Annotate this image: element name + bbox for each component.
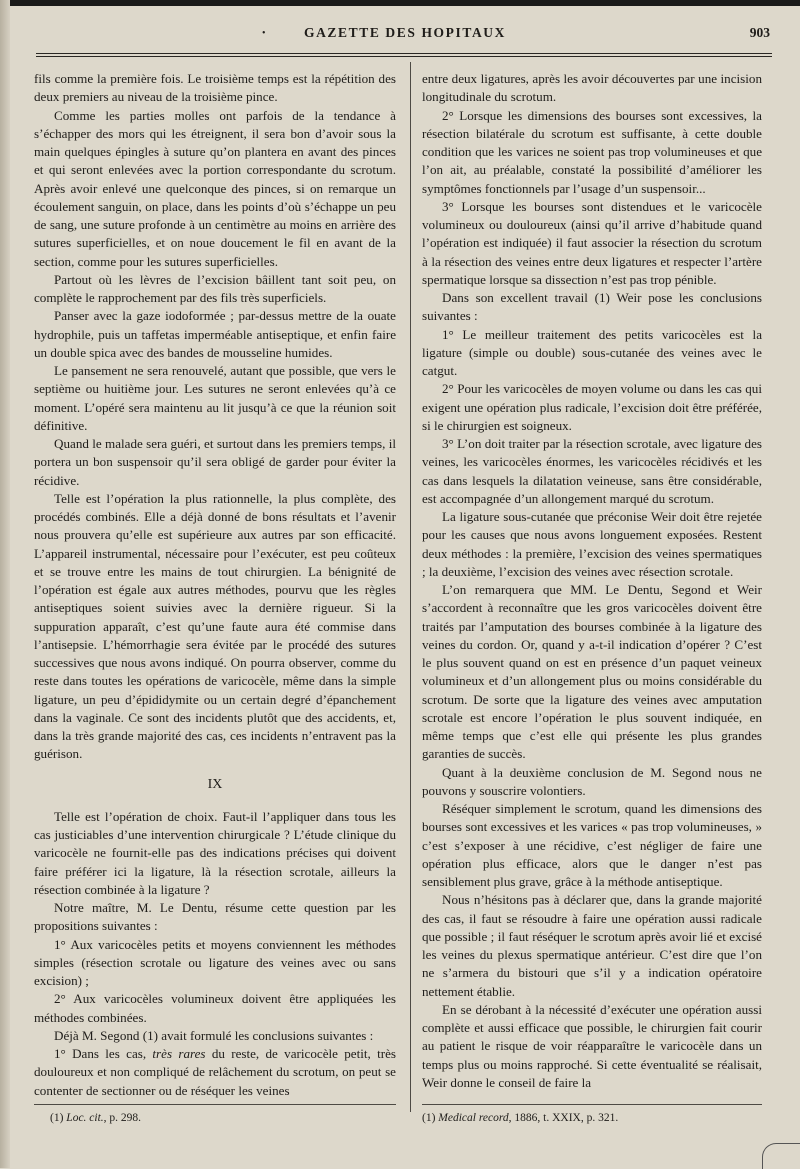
page-number: 903 [749, 25, 770, 40]
emphasis: Loc. cit. [66, 1112, 104, 1124]
paragraph: Partout où les lèvres de l’excision bâillent tant soit peu, on complète le rapprochement par des fils très superficiels. [34, 271, 396, 305]
paragraph: entre deux ligatures, après les avoir découvertes par une incision longitudinale du scrotum. [422, 71, 762, 105]
paragraph: fils comme la première fois. Le troisième temps est la répétition des deux premiers au niveau de la troisième pince. [34, 71, 396, 105]
column-divider [410, 62, 411, 1112]
paragraph: 1° Aux varicocèles petits et moyens conviennent les méthodes simples (résection scrotale ou ligature des veines avec ou sans excision) ; [34, 936, 396, 988]
text-run: du reste, de varicocèle petit, très douloureux et non compliqué de relâchement du scrotum, on peut se contenter de sectionner ou de réséquer les veines [34, 1046, 396, 1098]
paragraph: Panser avec la gaze iodoformée ; par-dessus mettre de la ouate hydrophile, puis un taffetas imperméable antiseptique, et enfin faire un double spica avec des bandes de mousseline humides. [34, 308, 396, 360]
paragraph: L’on remarquera que MM. Le Dentu, Segond et Weir s’accordent à reconnaître que les gros varicocèles doivent être traités par l’amputation des bourses combinée à la ligature des veines du cordon. Or, quand y a-t-il indication d’opérer ? C’est le plus souvent quand on est en présence d’un paquet veineux volumineux et d’un allongement plus ou moins considérable du scrotum. De sorte que la ligature des veines avec amputation scrotale est encore l’opération le plus souvent indiquée, en même temps que c’est elle qui présente les plus grandes garanties de succès. [422, 582, 762, 762]
text-run: (1) [422, 1112, 439, 1124]
paragraph: Quant à la deuxième conclusion de M. Segond nous ne pouvons y souscrire volontiers. [422, 764, 762, 798]
emphasis: Medical record [438, 1112, 509, 1124]
paragraph: 3° L’on doit traiter par la résection scrotale, avec ligature des veines, les varicocèles énormes, les varicocèles récidivés et les cas dans lesquels la dilatation veineuse, sans être considérable, est accompagnée d’un allongement marqué du scrotum. [422, 436, 762, 506]
footnote-rule [34, 1104, 396, 1105]
paragraph: Quand le malade sera guéri, et surtout dans les premiers temps, il portera un bon suspensoir qu’il sera obligé de garder pour éviter la récidive. [34, 436, 396, 488]
page-header [40, 22, 770, 48]
paragraph: Nous n’hésitons pas à déclarer que, dans la grande majorité des cas, il faut se résoudre à faire une opération aussi radicale que possible ; il faut réséquer le scrotum après avoir lié et excisé les veines du plexus spermatique antérieur. C’est dire que l’on ne s’armera du bistouri que s’il y a indication opératoire nettement établie. [422, 892, 762, 999]
paragraph: En se dérobant à la nécessité d’exécuter une opération aussi complète et aussi efficace que possible, le chirurgien fait courir au patient le risque de voir réapparaître le varicocèle dans un temps plus ou moins rapproché. Si cette éventualité se réalisait, Weir donne le conseil de faire la [422, 1001, 762, 1090]
text-run: (1) [50, 1112, 67, 1124]
emphasis: très rares [152, 1046, 206, 1061]
paragraph: 2° Pour les varicocèles de moyen volume ou dans les cas qui exigent une opération plus radicale, l’excision doit être préférée, si le chirurgien est soigneux. [422, 381, 762, 433]
running-title: GAZETTE DES HOPITAUX [303, 25, 507, 40]
binding-margin [0, 0, 10, 1168]
top-page-edge [0, 0, 800, 6]
text-run: , 1886, t. XXIX, p. 321. [508, 1112, 619, 1124]
header-dot: • [262, 28, 266, 39]
paragraph: Réséquer simplement le scrotum, quand les dimensions des bourses sont excessives et les varices « pas trop volumineuses, » c’est s’exposer à une récidive, c’est négliger de faire une opération plus efficace, alors que le danger n’est pas sensiblement plus grave, grâce à la méthode antiseptique. [422, 801, 762, 889]
text-run: 1° Dans les cas, [54, 1046, 153, 1061]
footnote-left [50, 1112, 141, 1124]
footnote-rule [422, 1104, 762, 1105]
paragraph: Telle est l’opération de choix. Faut-il l’appliquer dans tous les cas justiciables d’une intervention chirurgicale ? L’étude clinique du varicocèle ne fournit-elle pas des indications précises qui doivent faire préférer ici la ligature, là la résection scrotale, ailleurs la résection combinée à la ligature ? [34, 808, 396, 897]
header-rule [36, 53, 772, 54]
footnote-right [422, 1112, 618, 1124]
paragraph: Telle est l’opération la plus rationnelle, la plus complète, des procédés combinés. Elle a déjà donné de bons résultats et l’avenir nous prouvera qu’elle est supérieure aux autres par son efficacité. L’appareil instrumental, nécessaire pour l’exécuter, est peu coûteux et se trouve entre les mains de tout chirurgien. La bénignité de l’opération est égale aux autres méthodes, pourvu que les règles antiseptiques soient suivies avec la dernière rigueur. Si la suppuration apparaît, c’est qu’une faute aura été commise dans l’antisepsie. L’hémorrhagie sera évitée par le procédé des sutures successives que nous avons indiqué. On pourra observer, comme du reste dans toutes les opérations de varicocèle, même dans la simple ligature, un peu d’épididymite ou un certain degré d’épanchement dans la vaginale. Ce sont des incidents plutôt que des accidents, et, dans la très grande majorité des cas, ces incidents n’entravent pas la guérison. [34, 490, 396, 762]
text-run: , p. 298. [103, 1112, 142, 1124]
paragraph: 1° Le meilleur traitement des petits varicocèles est la ligature (simple ou double) sous-cutanée des veines avec le catgut. [422, 326, 762, 378]
paragraph: Déjà M. Segond (1) avait formulé les conclusions suivantes : [54, 1027, 374, 1043]
section-heading: IX [207, 776, 223, 792]
paragraph: Le pansement ne sera renouvelé, autant que possible, que vers le septième ou huitième jour. Les sutures ne seront enlevées qu’à ce moment. L’opéré sera maintenu au lit jusqu’à ce que la réunion soit définitive. [34, 363, 396, 433]
paragraph: 3° Lorsque les bourses sont distendues et le varicocèle volumineux ou douloureux (ainsi qu’il arrive d’habitude quand l’opération est indiquée) il faut associer la résection du scrotum à la résection des veines entre deux ligatures et respecter l’artère spermatique lorsque sa dissection n’est pas trop pénible. [422, 198, 762, 287]
paragraph: Notre maître, M. Le Dentu, résume cette question par les propositions suivantes : [34, 900, 396, 934]
right-column [422, 70, 762, 1092]
page-corner-mark [762, 1143, 800, 1169]
paragraph: 2° Aux varicocèles volumineux doivent être appliquées les méthodes combinées. [34, 991, 396, 1025]
paragraph: Dans son excellent travail (1) Weir pose les conclusions suivantes : [422, 290, 762, 324]
paragraph: Comme les parties molles ont parfois de la tendance à s’échapper des mors qui les étreignent, il sera bon d’avoir sous la main quelques épingles à suture qu’on plantera en avant des pinces et qui seront enlevées avec la portion correspondante du scrotum. Après avoir enlevé une quelconque des pinces, si on remarque un écoulement sanguin, on place, dans les points d’où s’échappe un peu de sang, une suture profonde à un centimètre au moins en arrière des sutures superficielles, et on noue doucement le fil en avant de la section, comme pour les sutures superficielles. [34, 107, 396, 269]
paragraph: La ligature sous-cutanée que préconise Weir doit être rejetée pour les causes que nous avons longuement exposées. Restent deux méthodes : la première, l’excision des veines spermatiques ; la deuxième, l’excision des veines avec résection scrotale. [422, 509, 762, 579]
left-column [34, 70, 396, 1100]
header-rule-secondary [36, 56, 772, 57]
paragraph [34, 1045, 396, 1100]
paragraph: 2° Lorsque les dimensions des bourses sont excessives, la résection bilatérale du scrotum est suffisante, à cette double condition que les varices ne soient pas trop volumineuses et que l’on ait, au préalable, constaté la possibilité d’améliorer les symptômes fonctionnels par l’usage d’un suspensoir... [422, 107, 762, 196]
